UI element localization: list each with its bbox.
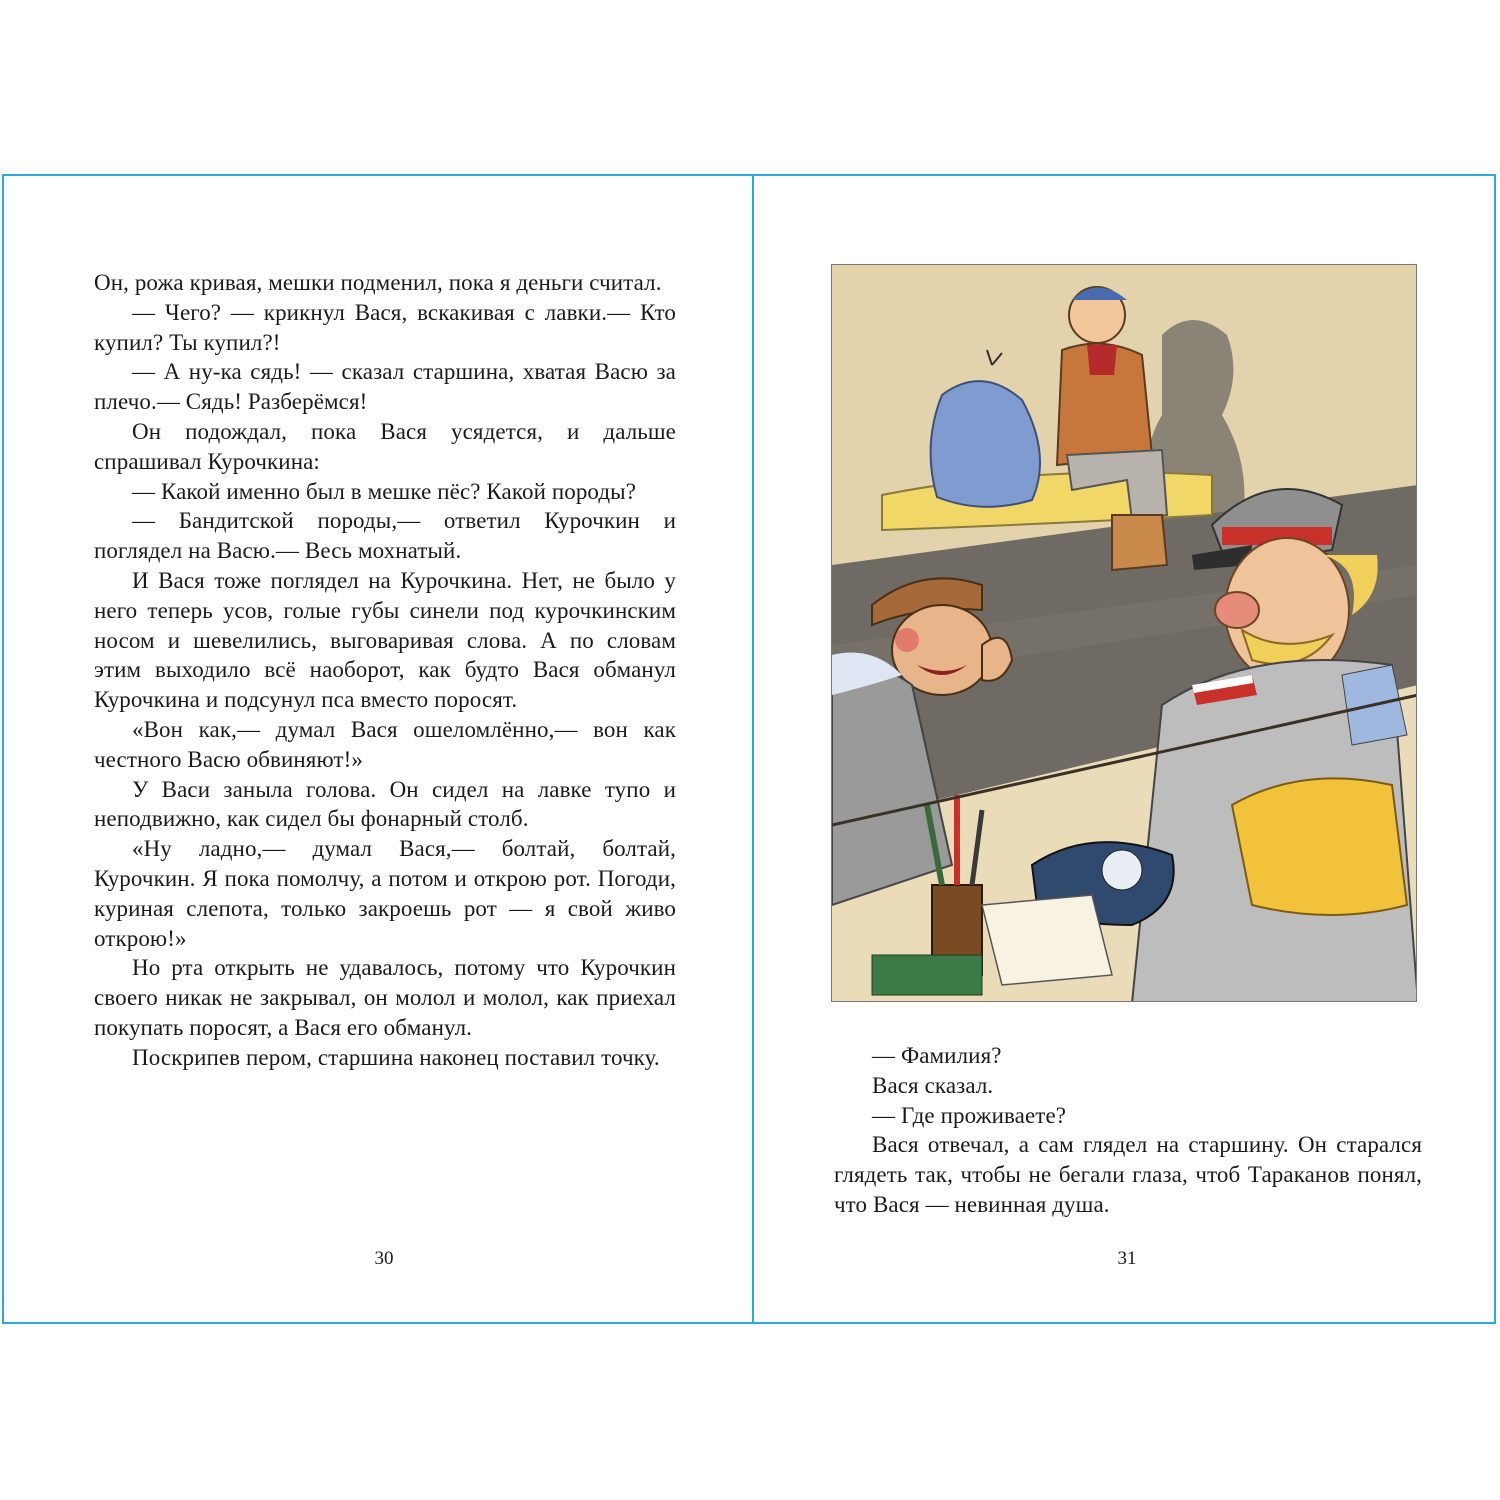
paragraph: Он, рожа кривая, мешки подменил, пока я деньги считал.: [94, 270, 662, 295]
paragraph: Поскрипев пером, старшина наконец поставил точку.: [132, 1044, 660, 1070]
left-page: [4, 176, 752, 1322]
paragraph: Он подождал, пока Вася усядется, и дальше спрашивал Курочкина:: [94, 418, 676, 474]
paragraph: И Вася тоже поглядел на Курочкина. Нет, не было у него теперь усов, голые губы синели под курочкинским носом и шевелились, выговаривая слова. А по словам этим выходило всё наоборот, как будто Вася обманул Курочкина и подсунул пса вместо поросят.: [94, 567, 676, 713]
page-number: 30: [374, 1248, 394, 1269]
left-page-text: [94, 268, 676, 1073]
police-station-illustration: [831, 264, 1417, 1002]
paragraph: — Чего? — крикнул Вася, вскакивая с лавки.— Кто купил? Ты купил?!: [94, 299, 676, 355]
illustration-drawing: [832, 265, 1417, 1002]
paragraph: Вася сказал.: [872, 1072, 994, 1098]
paragraph: «Вон как,— думал Вася ошеломлённо,— вон как честного Васю обвиняют!»: [94, 716, 676, 772]
book-spread: [2, 174, 1496, 1324]
paragraph: — Где проживаете?: [872, 1102, 1067, 1128]
paragraph: — Фамилия?: [872, 1043, 1002, 1068]
right-page-text: [834, 1041, 1422, 1220]
paragraph: Вася отвечал, а сам глядел на старшину. Он старался глядеть так, чтобы не бегали глаза, чтоб Тараканов понял, что Вася — невинная душа.: [834, 1132, 1422, 1217]
paragraph: У Васи заныла голова. Он сидел на лавке тупо и неподвижно, как сидел бы фонарный столб.: [94, 776, 676, 832]
paragraph: Но рта открыть не удавалось, потому что Курочкин своего никак не закрывал, он молол и молол, как приехал покупать поросят, а Вася его обманул.: [94, 955, 676, 1040]
right-page: [754, 176, 1496, 1322]
paragraph: — Бандитской породы,— ответил Курочкин и поглядел на Васю.— Весь мохнатый.: [94, 508, 676, 564]
paragraph: — А ну-ка сядь! — сказал старшина, хватая Васю за плечо.— Сядь! Разберёмся!: [94, 359, 676, 415]
page-number: 31: [1117, 1248, 1137, 1269]
paragraph: — Какой именно был в мешке пёс? Какой породы?: [132, 478, 637, 504]
paragraph: «Ну ладно,— думал Вася,— болтай, болтай, Курочкин. Я пока помолчу, а потом и открою рот. Погоди, куриная слепота, только закроешь рот — я свой живо открою!»: [94, 836, 676, 951]
